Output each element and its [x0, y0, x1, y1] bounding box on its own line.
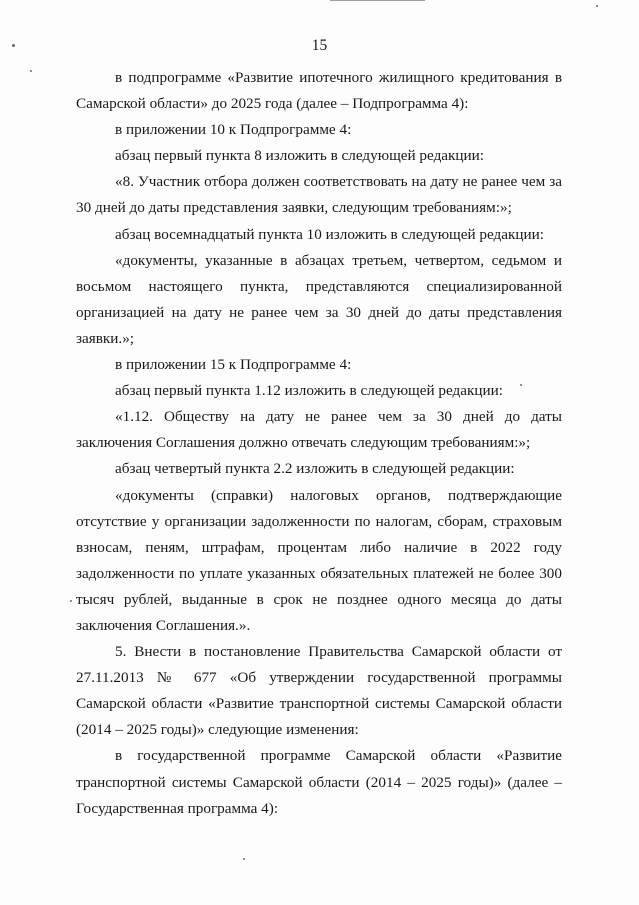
paragraph-appendix-10: в приложении 10 к Подпрограмме 4: [115, 121, 352, 139]
scan-artifact-dot [243, 858, 245, 860]
document-body [76, 65, 562, 822]
paragraph-item-2-2-text: «документы (справки) налоговых органов, подтверждающие отсутствие у организации задолженности по налогам, сборам, страховым взносам, пеням, штрафам, процентам либо наличие в 2022 году задолженности по уплате указанных обязательных платежей не более 300 тысяч рублей, выданные в срок не позднее одного месяца до даты заключения Соглашения.». [76, 486, 562, 634]
scan-artifact-top [330, 0, 425, 1]
paragraph-state-program: в государственной программе Самарской области «Развитие транспортной системы Самарской области (2014 – 2025 годы)» (далее – Государственная программа 4): [76, 747, 562, 817]
paragraph-item-1-12-text: «1.12. Обществу на дату не ранее чем за 30 дней до даты заключения Соглашения должно отвечать следующим требованиям:»; [76, 408, 562, 452]
paragraph-item-10-instruction: абзац восемнадцатый пункта 10 изложить в следующей редакции: [115, 225, 545, 243]
paragraph-section-5: 5. Внести в постановление Правительства Самарской области от 27.11.2013 № 677 «Об утверждении государственной программы Самарской области «Развитие транспортной системы Самарской области (2014 – 2025 годы)» следующие изменения: [76, 643, 562, 739]
paragraph-subprogram-intro: в подпрограмме «Развитие ипотечного жилищного кредитования в Самарской области» до 2025 года (далее – Подпрограмма 4): [76, 69, 562, 113]
scan-artifact-dot [596, 5, 598, 7]
paragraph-item-10-text: «документы, указанные в абзацах третьем, четвертом, седьмом и восьмом настоящего пункта, представляются специализированной организацией на дату не ранее чем за 30 дней до даты представления заявки.»; [76, 251, 562, 347]
paragraph-item-8-text: «8. Участник отбора должен соответствовать на дату не ранее чем за 30 дней до даты представления заявки, следующим требованиям:»; [76, 173, 562, 217]
paragraph-item-2-2-instruction: абзац четвертый пункта 2.2 изложить в следующей редакции: [115, 460, 515, 478]
paragraph-appendix-15: в приложении 15 к Подпрограмме 4: [115, 356, 352, 374]
paragraph-item-1-12-instruction: абзац первый пункта 1.12 изложить в следующей редакции: [115, 382, 503, 400]
page-number: 15 [311, 37, 328, 54]
scan-artifact-dot [70, 600, 72, 602]
paragraph-item-8-instruction: абзац первый пункта 8 изложить в следующей редакции: [115, 147, 485, 165]
scan-artifact-dot [30, 70, 32, 72]
